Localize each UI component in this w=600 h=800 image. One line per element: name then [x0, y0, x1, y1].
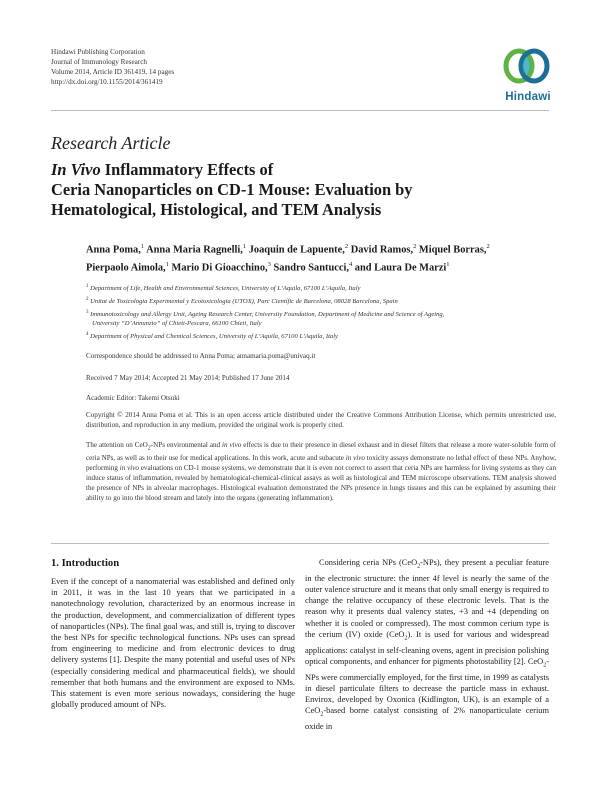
abstract-divider [51, 543, 549, 544]
affiliation [86, 309, 556, 329]
author: Anna Poma, [86, 244, 141, 256]
author-sup: 2 [413, 243, 417, 250]
doi-link[interactable]: http://dx.doi.org/10.1155/2014/361419 [51, 78, 163, 86]
right-column [305, 557, 549, 733]
abstract-text: -NPs environmental and [150, 441, 223, 449]
paragraph-text: -NPs), they present a peculiar feature in the electronic structure: the inner 4f level is nearly the same of the outer valence structure and it means that only small energy is required to change the relative occupancy of these electronic levels. That is the reason why it presents dual valency states, +3 and +4 (depending on whether it is cooled or compressed). The most common cerium type is the cerium (IV) oxide (CeO [305, 558, 549, 639]
subscript: 2 [404, 635, 408, 642]
author: David Ramos, [350, 244, 414, 256]
author: Miquel Borras, [418, 244, 487, 256]
author-sup: 3 [267, 261, 271, 269]
publisher-name: Hindawi Publishing Corporation [51, 48, 145, 56]
author: Pierpaolo Aimola, [86, 262, 166, 274]
affiliation-sup: 4 [86, 331, 89, 337]
hindawi-logo-text: Hindawi [505, 91, 551, 103]
subscript: 2 [147, 445, 151, 452]
abstract-text: The attention on CeO [86, 441, 148, 449]
affiliation [86, 331, 556, 342]
abstract-italic: in vivo [345, 454, 365, 463]
title-italic-part: In Vivo [51, 160, 101, 179]
author-sup: 1 [140, 243, 145, 250]
abstract-text: evaluations on CD-1 mouse systems, we demonstrate that it is even not correct to assert that ceria NPs are harmless for living systems as they can induce status of inflammation, revealed by hematological-chemical-clinical assays as well as histological and TEM microscope observations. TEM analysis showed the presence of NPs in alveolar macrophages. Histological evaluation demonstrated the NPs presence in lungs tissues and this can be explained by assuming their ability to go into the blood stream and lately into the organs (generating inflammation). [86, 464, 556, 503]
affiliation-sup: 1 [86, 284, 89, 289]
paragraph: Even if the concept of a nanomaterial was established and defined only in 2011, it was in the last 10 years that we participated in a nanotechnology revolution, characterized by an enormous increase in the production, development, and commercialization of different types of nanoparticles (NPs). The final goal was, and still is, trying to discover the best NPs for specific technological functions. NPs uses can spread from engineering to medicine and from electronic devices to drug delivery systems [1]. Despite the many potential and useful uses of NPs (especially considering medical and pharmaceutical fields), we should remember that both humans and the environment are exposed to NMs. This statement is even more serious nowadays, considering the huge globally produced amount of NPs. [51, 577, 295, 710]
author: Sandro Santucci, [273, 262, 349, 274]
paragraph-text: ). It is used for various and widespread applications: catalyst in self-cleaning ovens, agent in precision polishing optical components, and enhancer for pigments photostability [2]. CeO [305, 629, 549, 666]
article-type: Research Article [51, 133, 171, 153]
subscript: 2 [543, 662, 547, 669]
abstract-text: effects is due to their presence in diesel exhaust and in diesel filters that release a more water-soluble form of ceria NPs, as well as to their use for medical applications. In this work, acute and subacute [86, 441, 556, 463]
author: Anna Maria Ragnelli, [146, 244, 243, 256]
author-sup: 1 [165, 261, 169, 269]
affiliation-sup: 3 [86, 309, 89, 315]
copyright-notice: Copyright © 2014 Anna Poma et al. This is an open access article distributed under the Creative Commons Attribution License, which permits unrestricted use, distribution, and reproduction in any medium, provided the original work is properly cited. [86, 411, 556, 429]
author-list [86, 239, 556, 276]
affiliation [86, 296, 556, 307]
left-column [51, 576, 295, 710]
affiliations [86, 283, 556, 344]
paragraph-text: -based borne catalyst consisting of 2% nanoparticulate cerium oxide in [305, 706, 549, 732]
title-line1: Inflammatory Effects of [100, 160, 274, 179]
volume-info: Volume 2014, Article ID 361419, 14 pages [51, 68, 175, 76]
abstract-italic: in vivo [222, 441, 242, 449]
received-dates: Received 7 May 2014; Accepted 21 May 2014; Published 17 June 2014 [86, 374, 290, 382]
affiliation-text: Department of Physical and Chemical Sciences, University of L’Aquila, 67100 L’Aquila, Italy [90, 332, 338, 340]
author-sup: 2 [486, 243, 490, 250]
academic-editor: Academic Editor: Takemi Otsuki [86, 394, 180, 402]
author: Mario Di Gioacchino, [171, 262, 268, 274]
author-sup: 1 [446, 261, 450, 269]
author: and Laura De Marzi [354, 262, 447, 274]
affiliation [86, 283, 556, 294]
abstract-italic: in vivo [119, 464, 139, 473]
subscript: 2 [417, 563, 421, 570]
paragraph-text: Considering ceria NPs (CeO [319, 558, 418, 567]
header-divider [51, 110, 549, 111]
paragraph-text: -NPs were commercially employed, for the first time, in 1999 as catalysts in diesel particulate filters to decrease the particle mass in exhaust. Envirox, developed by Oxonica (Kidlington, UK), is an example of a CeO [305, 656, 549, 716]
abstract-text: toxicity assays demonstrate no lethal effect of these NPs. Anyhow, performing [86, 454, 557, 473]
affiliation-text: Department of Life, Health and Environmental Sciences, University of L’Aquila, 67100 L’Aquila, Italy [90, 285, 361, 293]
affiliation-sup: 2 [86, 296, 89, 302]
paragraph [305, 557, 549, 733]
author: Joaquin de Lapuente, [248, 244, 345, 256]
title-line3: Hematological, Histological, and TEM Analysis [51, 200, 382, 219]
author-sup: 2 [344, 243, 349, 250]
journal-name: Journal of Immunology Research [51, 58, 148, 66]
affiliation-text: University “D’Annunzio” of Chieti-Pescara, 66100 Chieti, Italy [92, 319, 262, 327]
abstract [86, 440, 556, 503]
author-sup: 1 [242, 243, 247, 250]
affiliation-text: Immunotoxicology and Allergy Unit, Ageing Research Center, University Foundation, Department of Medicine and Science of Ageing, [90, 311, 445, 319]
title-line2: Ceria Nanoparticles on CD-1 Mouse: Evaluation by [51, 180, 413, 199]
section-heading: 1. Introduction [51, 558, 120, 569]
publication-info [51, 47, 174, 87]
subscript: 2 [320, 712, 324, 719]
article-title [51, 160, 551, 220]
affiliation-text: Unitat de Toxicologia Experimental y Ecotoxicologia (UTOX), Parc Científic de Barcelona, 08028 Barcelona, Spain [90, 298, 398, 306]
author-sup: 4 [348, 261, 353, 269]
correspondence: Correspondence should be addressed to Anna Poma; annamaria.poma@univaq.it [86, 352, 316, 360]
